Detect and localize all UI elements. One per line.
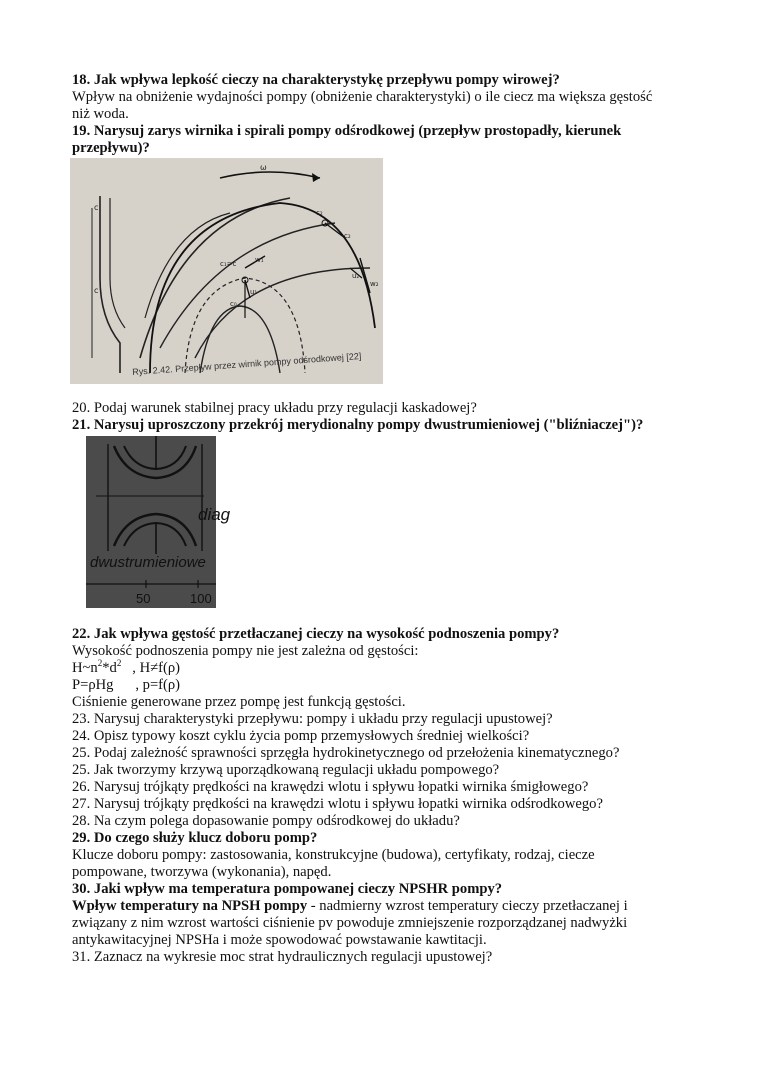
question-23: 23. Narysuj charakterystyki przepływu: pompy i układu przy regulacji upustowej? <box>72 711 553 727</box>
formula-part: *d <box>102 660 117 676</box>
double-suction-pump-drawing <box>86 436 216 608</box>
figure-label-dwustrumieniowe: dwustrumieniowe <box>90 554 206 571</box>
answer-29-line-1: Klucze doboru pompy: zastosowania, konstrukcyjne (budowa), certyfikaty, rodzaj, ciecze <box>72 847 595 863</box>
answer-22-formula-1 <box>72 660 692 677</box>
answer-18-line-1: Wpływ na obniżenie wydajności pompy (obniżenie charakterystyki) o ile ciecz ma większa gęstość <box>72 89 653 105</box>
answer-29-line-2: pompowane, tworzywa (wykonania), napęd. <box>72 864 332 880</box>
question-25b: 25. Jak tworzymy krzywą uporządkowaną regulacji układu pompowego? <box>72 762 500 778</box>
figure-caption: Rys. 2.42. Przepływ przez wirnik pompy odśrodkowej [22] <box>131 351 362 377</box>
question-18-title: 18. Jak wpływa lepkość cieczy na charakterystykę przepływu pompy wirowej? <box>72 72 560 88</box>
svg-text:c: c <box>94 286 99 295</box>
svg-text:c₂: c₂ <box>316 209 323 217</box>
question-21-title: 21. Narysuj uproszczony przekrój merydionalny pompy dwustrumieniowej ("bliźniaczej")? <box>72 417 644 433</box>
question-22-title: 22. Jak wpływa gęstość przetłaczanej cieczy na wysokość podnoszenia pompy? <box>72 626 560 642</box>
formula-exponent: 2 <box>97 658 103 669</box>
svg-text:c: c <box>94 203 99 212</box>
answer-18-line-2: niż woda. <box>72 106 129 122</box>
question-30-title: 30. Jaki wpływ ma temperatura pompowanej cieczy NPSHR pompy? <box>72 881 503 897</box>
answer-22-line-1: Wysokość podnoszenia pompy nie jest zależna od gęstości: <box>72 643 419 659</box>
formula-part: H~n <box>72 660 98 676</box>
svg-text:ω: ω <box>260 163 267 172</box>
axis-tick-100: 100 <box>190 591 212 606</box>
formula-exponent: 2 <box>116 658 122 669</box>
question-19-title-line-1: 19. Narysuj zarys wirnika i spirali pompy odśrodkowej (przepływ prostopadły, kierunek <box>72 123 622 139</box>
svg-text:w₁: w₁ <box>255 256 264 264</box>
svg-text:c₁=c: c₁=c <box>220 260 237 268</box>
svg-text:u₂: u₂ <box>352 272 360 280</box>
answer-30-line-2: związany z nim wzrost wartości ciśnienie pv powoduje zmniejszenie rozporządzanej nadwyżki <box>72 915 628 931</box>
figure-label-diag: diag <box>198 505 231 524</box>
svg-text:c₀: c₀ <box>230 300 237 308</box>
answer-30-line-1 <box>72 898 692 915</box>
question-19-title-line-2: przepływu)? <box>72 140 150 156</box>
answer-30-bold-lead: Wpływ temperatury na NPSH pompy <box>72 898 308 914</box>
svg-text:c₂: c₂ <box>344 232 351 240</box>
question-20-title: 20. Podaj warunek stabilnej pracy układu przy regulacji kaskadowej? <box>72 400 477 416</box>
svg-text:w₂: w₂ <box>370 280 379 288</box>
question-28: 28. Na czym polega dopasowanie pompy odśrodkowej do układu? <box>72 813 460 829</box>
formula-part: , H≠f(ρ) <box>121 660 180 676</box>
question-24: 24. Opisz typowy koszt cyklu życia pomp przemysłowych średniej wielkości? <box>72 728 530 744</box>
answer-30-line-3: antykawitacyjnej NPSHa i może spowodować powstawanie kawtitacji. <box>72 932 487 948</box>
double-suction-pump-figure <box>86 436 231 608</box>
document-page <box>72 72 692 966</box>
question-29-title: 29. Do czego służy klucz doboru pomp? <box>72 830 318 846</box>
question-27: 27. Narysuj trójkąty prędkości na krawędzi wlotu i spływu łopatki wirnika odśrodkowego? <box>72 796 603 812</box>
impeller-flow-figure <box>70 158 383 384</box>
axis-tick-50: 50 <box>136 591 151 606</box>
question-25a: 25. Podaj zależność sprawności sprzęgła hydrokinetycznego od przełożenia kinematycznego? <box>72 745 620 761</box>
answer-30-line-1-rest: - nadmierny wzrost temperatury cieczy przetłaczanej i <box>307 898 628 914</box>
svg-text:u₁: u₁ <box>250 288 258 296</box>
question-26: 26. Narysuj trójkąty prędkości na krawędzi wlotu i spływu łopatki wirnika śmigłowego? <box>72 779 589 795</box>
question-31: 31. Zaznacz na wykresie moc strat hydraulicznych regulacji upustowej? <box>72 949 493 965</box>
answer-22-line-4: Ciśnienie generowane przez pompę jest funkcją gęstości. <box>72 694 406 710</box>
answer-22-formula-2: P=ρHg , p=f(ρ) <box>72 677 181 693</box>
